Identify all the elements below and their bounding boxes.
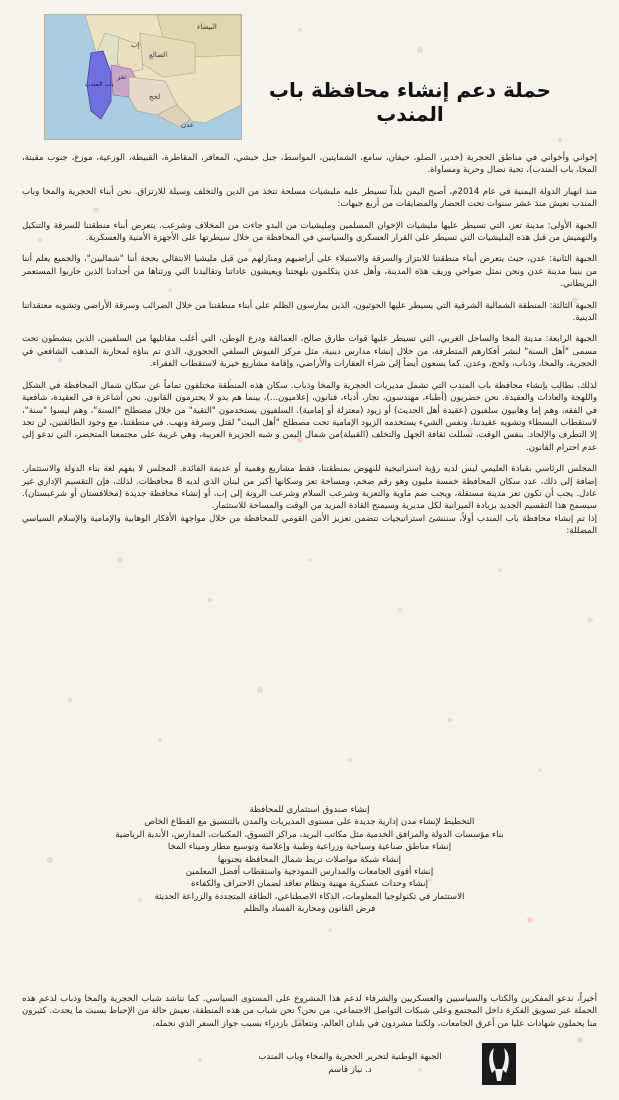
plan-list: [22, 804, 597, 916]
map-label-bayda: البيضاء: [197, 23, 217, 31]
plan-item: بناء مؤسسات الدولة والمرافق الخدمية مثل مكاتب البريد، مراكز التسوق، المكتبات، المدارس، الأندية الرياضية: [115, 829, 504, 840]
paragraph-closing: أخيراً، ندعو المفكرين والكتاب والسياسيين والعسكريين والشرفاء لدعم هذا المشروع على المستوى السياسي. كما نناشد شباب الحجرية والمخا وذباب لدعم هذه الحملة عبر تسويق الفكرة داخل المجتمع وعلى شبكات التواصل الاجتماعي. من نحن؟ نحن شباب من هذه المنطقة، نعيش حالة من الإحباط بسبب ما يحدث. كثيرون منا يحملون شهادات عليا من أعرق الجامعات، ولكننا مشردون في بلدان العالم، ونتعامل بازدراء بسبب جواز السفر الذي نحمله.: [22, 994, 597, 1029]
paragraph-greeting: إخواني وأخواتي في مناطق الحجرية (خدير، الصلو، حيفان، سامع، الشمايتين، المواسط، جبل حبشي، المعافر، المقاطرة، القبيطة، الوزعية، موزع، جنوب مقبنة، المخا، باب المندب)، تحية نضال وحرية ومساواة.: [22, 153, 597, 176]
yemen-map: [44, 14, 242, 140]
page-title: حملة دعم إنشاء محافظة باب المندب: [268, 78, 552, 126]
paragraph-council: المجلس الرئاسي بقيادة العليمي ليس لديه رؤية استراتيجية للنهوض بمنطقتنا، فقط مشاريع وهمية أو عديمة الفائدة. المجلس لا يفهم لغة بناء الدولة والاستثمار. إضافة إلى ذلك، عدد سكان المحافظة خمسة مليون وهو رقم ضخم، ومساحة تعز وسكانها أكبر من لبنان الذي لديه 8 محافظات. لذلك، فإن التقسيم الإداري غير عادل. يجب أن تكون تعز مدينة مستقلة، ويجب ضم ماوية والتعزية وشرعب السلام وشرعب الرونة إلى إب، أو إنشاء محافظة جديدة (مخلافستان أو شرعبستان). سيسمح هذا التقسيم الجديد بزيادة الميزانية لكل مديرية وسيمنح القادة المزيد من الوقت والمساحة للاستثمار.: [22, 464, 597, 512]
plan-item: الاستثمار في تكنولوجيا المعلومات، الذكاء الاصطناعي، الطاقة المتجددة والزراعة الحديثة: [154, 891, 465, 902]
plan-item: فرض القانون ومحاربة الفساد والظلم: [243, 904, 376, 915]
map-label-aden: عدن: [181, 121, 194, 129]
plan-item: إنشاء مناطق صناعية وسياحية وزراعية وطبية وإعلامية وتوسيع مطار وميناء المخا: [167, 842, 452, 853]
paragraph-demand: لذلك، نطالب بإنشاء محافظة باب المندب التي تشمل مديريات الحجرية والمخا وذباب. سكان هذه المنطقة مختلفون تماماً عن سكان شمال المحافظة في الشكل واللهجة والعادات والعقيدة. نحن حضريون (أطباء، مهندسون، تجار، أدباء، فنانون، إعلاميون...)، بينما هم بدو لا يحترمون القانون. نحن أشاعرة في العقيدة، شافعية في الفقه، وهم إما وهابيون سلفيون (عقيدة أهل الحديث) أو زيود (معتزلة أو إمامية). السلفيون يستخدمون "التقية" من خلال مصطلح "السنة"، وهم ليسوا "سنة"، لاستقطاب البسطاء وتشويه عقيدتنا، ونفس الشيء يستخدمه الزيود الإمامية تحت مصطلح "أهل البيت" لقتل وسرقة ونهب. في منطقتنا، مع وجود الطائفتين، لن تجد إلا التطرف والإلحاد. بنفس الوقت، تسللت ثقافة الجهل والتخلف (القبيلة)من شمال اليمن و شبه الجزيرة العربية، وهي غريبة على مجتمعنا المتحضر، التي تدعو إلى عدم احترام القانون.: [22, 380, 597, 453]
paragraph-front-3: الجبهة الثالثة: المنطقة الشمالية الشرقية التي يسيطر عليها الحوثيون، الذين يمارسون الظلم على أبناء منطقتنا من خلال الضرائب وسرقة الأراضي وتشويه معتقداتنا الدينية.: [22, 300, 597, 324]
map-label-bab-el-mandeb: باب المندب: [85, 81, 114, 88]
emblem-logo: [482, 1043, 516, 1085]
plan-item: إنشاء وحدات عسكرية مهنية ونظام تعاقد لضمان الاحتراف والكفاءة: [191, 879, 428, 890]
plan-item: إنشاء صندوق استثماري للمحافظة: [249, 805, 370, 815]
signature-author: د. نياز قاسم: [328, 1065, 372, 1075]
map-label-daleh: الضالع: [149, 51, 168, 59]
paragraph-strategy: إذا تم إنشاء محافظة باب المندب أولاً، سننشئ استراتيجيات تتضمن تعزيز الأمن القومي للمحافظة من خلال مواجهة الأفكار الوهابية والإمامية والإسلام السياسي المضللة:: [22, 513, 597, 537]
paragraph-front-4: الجبهة الرابعة: مدينة المخا والساحل الغربي، التي تسيطر عليها قوات طارق صالح، العمالقة ودرع الوطن، التي أغلب مقاتليها من السلفيين، الذين ينشطون تحت مسمى "أهل السنة" لنشر أفكارهم المتطرفة، من خلال إنشاء مدارس دينية، مثل مركز الفيوش السلفي الحجوري، الذي تم بناؤه لمحاربة المذهب الشافعي في الحجرية، والمخا، وذباب، ولحج، وعدن. كما يسعون أيضاً إلى شراء العقارات والأراضي، وإقامة مشاريع خيرية لاستقطاب الفقراء.: [22, 334, 597, 370]
article-body: [22, 152, 597, 547]
map-label-taiz: تعز: [117, 73, 127, 81]
plan-item: التخطيط لإنشاء مدن إدارية جديدة على مستوى المديريات والمدن بالتنسيق مع القطاع الخاص: [144, 817, 475, 828]
paragraph-front-1: الجبهة الأولى: مدينة تعز، التي تسيطر عليها مليشيات الإخوان المسلمين ومليشيات من البدو جاءت من المخلاف وشرعب. يتعرض أبناء منطقتنا للسرقة والتنكيل والتهميش من قبل هذه المليشيات التي تسيطر على القرار العسكري والسياسي في المحافظة من خلال سيطرتها على الأجهزة الأمنية والعسكرية.: [22, 220, 597, 244]
signature-block: [170, 1051, 530, 1077]
plan-item: إنشاء أقوى الجامعات والمدارس النموذجية واستقطاب أفضل المعلمين: [185, 867, 434, 878]
map-label-ibb: إب: [131, 41, 140, 49]
plan-item: إنشاء شبكة مواصلات تربط شمال المحافظة بجنوبها: [217, 854, 402, 865]
paragraph-front-2: الجبهة الثانية: عدن، حيث يتعرض أبناء منطقتنا للابتزاز والسرقة والاستيلاء على أراضيهم ومنازلهم من قبل مليشيا الانتقالي بحجة أننا "شماليين"، والجميع يعلم أننا من بنينا مدينة عدن ونحن نمثل ضواحي وريف هذه المدينة، وأهل عدن يتكلمون بلهجتنا ويعيشون عاداتنا وتقاليدنا التي ورثناها من أجدادنا الذين حاربوا المستعمر البريطاني.: [22, 254, 597, 290]
paragraph-intro: منذ انهيار الدولة اليمنية في عام 2014م، أصبح اليمن بلداً تسيطر عليه مليشيات مسلحة تتخذ من الدين والتخلف وسيلة للارتزاق. نحن أبناء الحجرية والمخا وباب المندب نعيش منذ عشر سنوات تحت الحصار والمضايقات من أربع جبهات:: [22, 186, 597, 210]
signature-organization: الجبهة الوطنية لتحرير الحجرية والمخاء وباب المندب: [258, 1052, 442, 1062]
ibex-emblem-icon: [482, 1043, 516, 1085]
map-label-lahj: لحج: [149, 93, 161, 101]
map-graphic: [45, 15, 241, 139]
